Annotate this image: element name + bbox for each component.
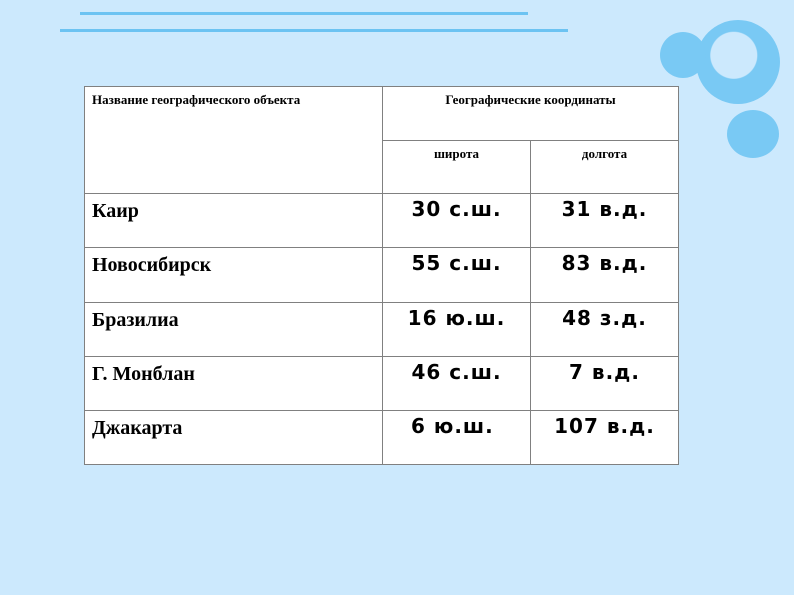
decorative-bubble-small-icon	[727, 110, 779, 158]
decorative-ring-icon	[696, 20, 780, 104]
latitude-cell: 46 с.ш.	[383, 356, 531, 410]
latitude-cell: 55 с.ш.	[383, 248, 531, 302]
header-object-name: Название географического объекта	[85, 87, 383, 194]
latitude-cell: 16 ю.ш.	[383, 302, 531, 356]
table-row	[85, 410, 679, 464]
header-longitude: долгота	[531, 141, 679, 194]
object-name-cell: Каир	[85, 194, 383, 248]
table-row	[85, 356, 679, 410]
longitude-cell: 83 в.д.	[531, 248, 679, 302]
header-coordinates: Географические координаты	[383, 87, 679, 141]
longitude-cell: 7 в.д.	[531, 356, 679, 410]
decorative-line-top	[80, 12, 528, 15]
latitude-cell: 30 с.ш.	[383, 194, 531, 248]
table-row	[85, 194, 679, 248]
coordinates-table	[84, 86, 679, 465]
latitude-cell: 6 ю.ш.	[383, 410, 531, 464]
longitude-cell: 31 в.д.	[531, 194, 679, 248]
longitude-cell: 48 з.д.	[531, 302, 679, 356]
decorative-line-bottom	[60, 29, 568, 32]
table-row	[85, 302, 679, 356]
table-row	[85, 248, 679, 302]
decorative-bubble-icon	[660, 32, 706, 78]
header-row	[85, 87, 679, 141]
object-name-cell: Г. Монблан	[85, 356, 383, 410]
longitude-cell: 107 в.д.	[531, 410, 679, 464]
object-name-cell: Новосибирск	[85, 248, 383, 302]
object-name-cell: Бразилиа	[85, 302, 383, 356]
header-latitude: широта	[383, 141, 531, 194]
object-name-cell: Джакарта	[85, 410, 383, 464]
